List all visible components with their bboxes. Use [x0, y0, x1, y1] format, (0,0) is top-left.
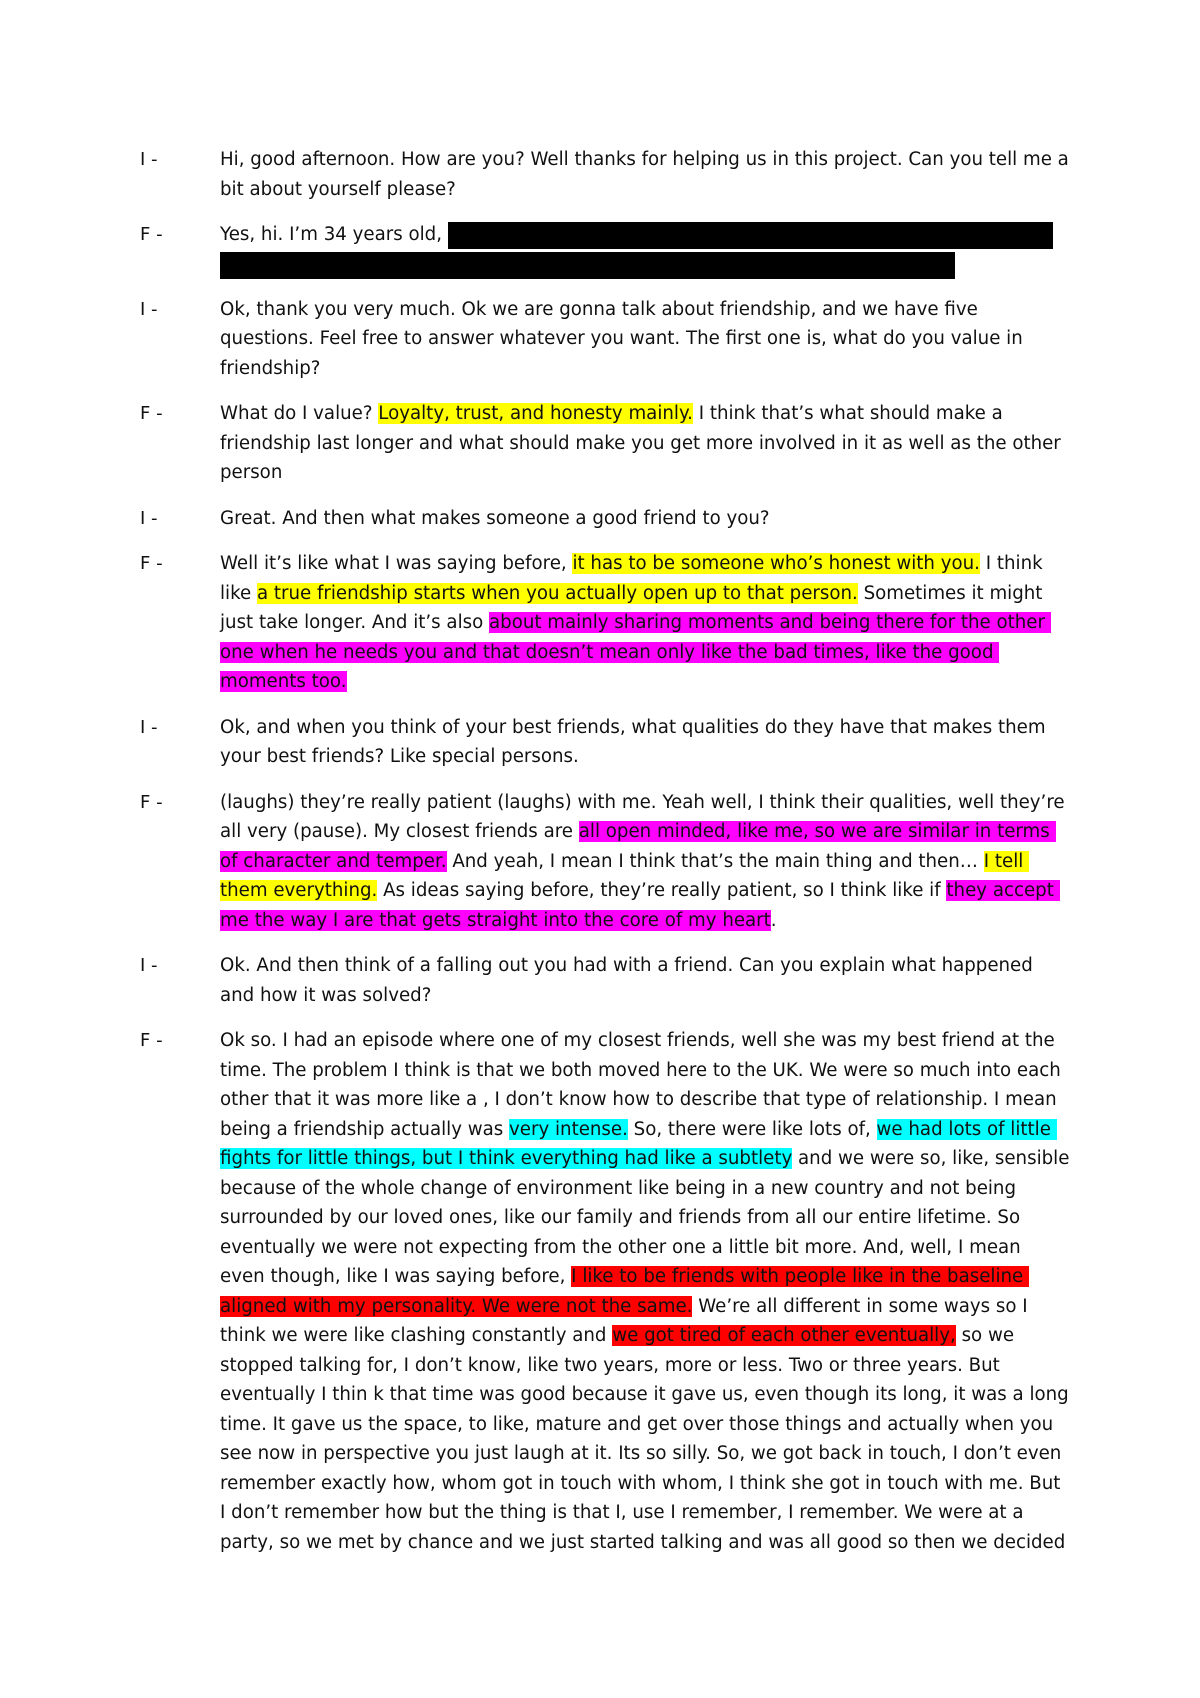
utterance-text [220, 951, 1070, 1010]
speaker-label: F - [140, 403, 163, 424]
utterance-text [220, 220, 1070, 279]
highlight-yellow: a true friendship starts when you actually open up to that person. [256, 582, 858, 604]
speaker-label: I - [140, 507, 158, 529]
interview-transcript [140, 145, 1076, 1573]
utterance-text [220, 1026, 1076, 1557]
text-run: . [770, 909, 777, 931]
text-run: Hi, good afternoon. How are you? Well thanks for helping us in this project. Can you tell me a bit about yourself please? [220, 149, 1075, 200]
text-run: (laughs) they’re really patient (laughs) with me. Yeah well, I think their qualities, well they’re all very (pause). My closest friends are [220, 791, 1071, 842]
text-run: Sometimes it might just take longer. And it’s also [220, 582, 1049, 633]
text-run: I think like [220, 553, 1049, 604]
highlight-cyan: we had lots of little fights for little things, but I think everything had like a subtlety [220, 1118, 1057, 1169]
highlight-red: we got tired of each other eventually, [612, 1325, 956, 1346]
utterance-text [220, 145, 1075, 204]
speaker-label: I - [140, 149, 158, 170]
text-run: Great. And then what makes someone a good friend to you? [220, 507, 770, 529]
highlight-magenta: they accept me the way I are that gets straight into the core of my heart [220, 880, 1060, 931]
transcript-entry [140, 145, 1075, 204]
highlight-yellow: I tell them everything. [220, 850, 1030, 901]
highlight-cyan: very intense. [509, 1118, 628, 1140]
utterance-text [220, 295, 1070, 384]
text-run: and we were so, like, sensible because of the whole change of environment like being in a new country and not being surrounded by our loved ones, like our family and friends from all our entire lifetime. So eventually we were not expecting from the other one a little bit more. And, well, I mean even though, like I was saying before, [220, 1148, 1076, 1287]
text-run: As ideas saying before, they’re really patient, so I think like if [377, 880, 947, 901]
utterance-text [220, 713, 1070, 772]
transcript-entry [140, 549, 1070, 697]
speaker-label: F - [140, 224, 163, 245]
text-run: So, there were like lots of, [627, 1118, 877, 1140]
highlight-yellow: Loyalty, trust, and honesty mainly. [378, 403, 693, 424]
transcript-entry [140, 220, 1070, 279]
transcript-entry [140, 295, 1070, 384]
text-run: so we stopped talking for, I don’t know, like two years, more or less. Two or three years. But eventually I thin k that time was good because it gave us, even though its long, it was a long time. It gave us the space, to like, mature and get over those things and actually when you see now in perspective you just laugh at it. Its so silly. So, we got back in touch, I don’t even remember exactly how, whom got in touch with whom, I think she got in touch with me. But I don’t remember how but the thing is that I, use I remember, I remember. We were at a party, so we met by chance and we just started talking and was all good so then we decided [220, 1325, 1075, 1553]
text-run: Well it’s like what I was saying before, [220, 553, 573, 574]
text-run: Ok so. I had an episode where one of my closest friends, well she was my best friend at the time. The problem I think is that we both moved here to the UK. We were so much into each other that it was more like a , I don’t know how to describe that type of relationship. I mean being a friendship actually was [220, 1030, 1067, 1140]
transcript-entry [140, 788, 1070, 936]
speaker-label: F - [140, 553, 163, 574]
text-run: Yes, hi. I’m 34 years old, [220, 224, 448, 245]
highlight-yellow: it has to be someone who’s honest with you. [572, 553, 980, 574]
utterance-text [220, 504, 1070, 534]
utterance-text [220, 549, 1070, 697]
text-run: Ok, thank you very much. Ok we are gonna talk about friendship, and we have five questions. Feel free to answer whatever you want. The first one is, what do you value in friendship? [220, 298, 1029, 379]
utterance-text [220, 788, 1070, 936]
speaker-label: F - [140, 791, 163, 813]
highlight-magenta: about mainly sharing moments and being there for the other one when he needs you and that doesn’t mean only like the bad times, like the good moments too. [220, 612, 1051, 692]
speaker-label: F - [140, 1030, 163, 1051]
transcript-entry [140, 951, 1070, 1010]
transcript-entry [140, 1026, 1076, 1557]
highlight-magenta: all open minded, like me, so we are similar in terms of character and temper. [220, 821, 1056, 872]
utterance-text [220, 399, 1070, 488]
highlight-red: I like to be friends with people like in the baseline aligned with my personality. We were not the same. [220, 1266, 1030, 1317]
transcript-entry [140, 713, 1070, 772]
text-run: What do I value? [220, 403, 379, 424]
text-run: Ok, and when you think of your best friends, what qualities do they have that makes them your best friends? Like special persons. [220, 716, 1052, 767]
text-run: Ok. And then think of a falling out you had with a friend. Can you explain what happened and how it was solved? [220, 955, 1039, 1006]
speaker-label: I - [140, 955, 158, 976]
transcript-entry [140, 504, 1070, 534]
text-run: We’re all different in some ways so I think we were like clashing constantly and [220, 1295, 1034, 1346]
transcript-entry [140, 399, 1070, 488]
text-run: And yeah, I mean I think that’s the main thing and then… [446, 850, 984, 872]
text-run: I think that’s what should make a friendship last longer and what should make you get more involved in it as well as the other person [220, 403, 1067, 483]
speaker-label: I - [140, 716, 158, 738]
speaker-label: I - [140, 298, 158, 320]
